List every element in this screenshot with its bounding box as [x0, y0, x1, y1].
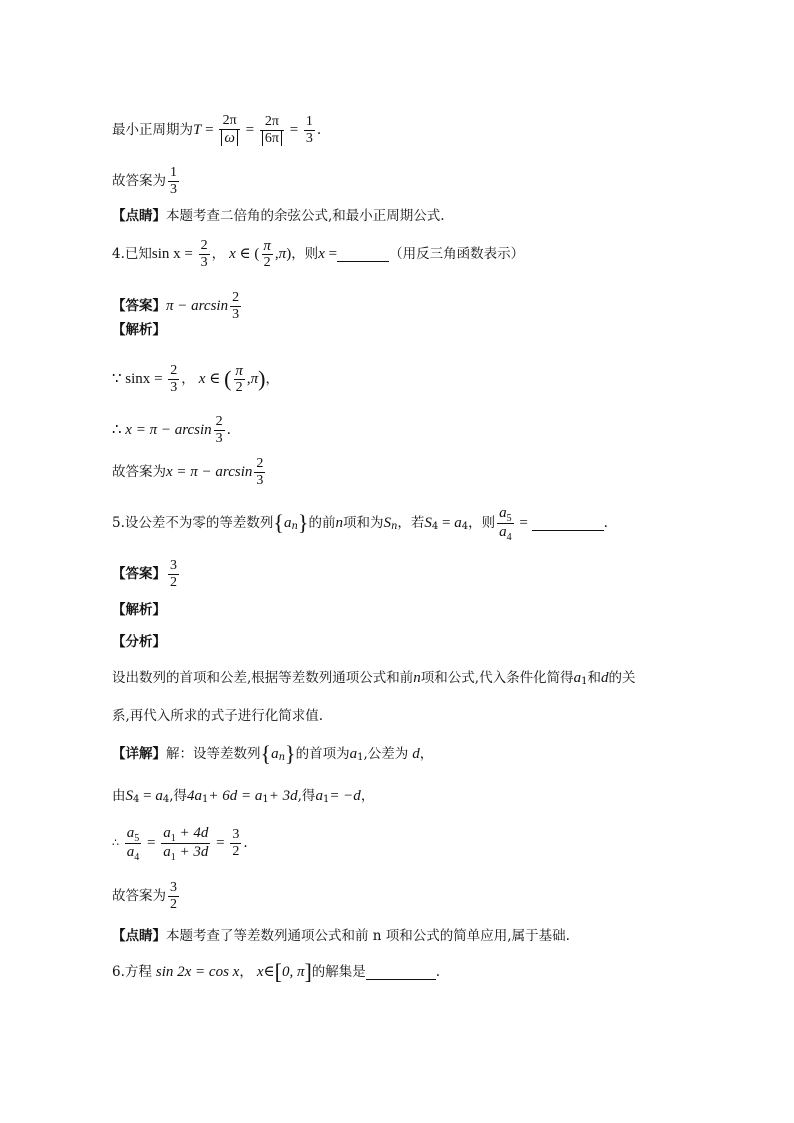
fraction: $\frac{3}{2}$ — [170, 557, 177, 590]
comment-tag: 【点睛】 — [112, 208, 166, 224]
fraction: $\frac{1}{3}$ — [170, 164, 177, 197]
fraction: $\frac{\pi}{2}$ — [263, 237, 271, 270]
analysis-tag: 【解析】 — [112, 322, 166, 338]
fraction: $\frac{a_5}{a_4}$ — [499, 504, 512, 543]
paragraph-text: 的首项为 — [295, 746, 350, 762]
answer-line — [112, 162, 181, 200]
fraction: $\frac{2\pi}{6\pi}$ — [260, 114, 284, 147]
question-text: 的前 — [308, 515, 336, 531]
solution-step: ∵ sinx = $\frac{2}{3}$ ， x ∈ ( $\frac{\pi}{2}$ , π ) ， — [112, 362, 279, 395]
question-text: ，则 — [291, 246, 319, 262]
question-text: ，若 — [397, 515, 425, 531]
period-line: 最小正周期为 T = $\frac{2\pi}{\omega}$ = $\frac{2\pi}{6\pi}$ = $\frac{1}{3}$ . — [112, 113, 322, 146]
math: ∴ — [112, 422, 122, 438]
question-number: 4. — [112, 246, 125, 262]
fraction: $\frac{2}{3}$ — [215, 413, 223, 446]
solution-step: ∴ x = π − arcsin $\frac{2}{3}$ . — [112, 413, 231, 446]
math: a — [349, 746, 358, 762]
question-text: ，则 — [468, 515, 496, 531]
question-number: 5. — [112, 515, 125, 531]
math: π − arcsin — [166, 298, 229, 314]
question-6: 6. 方程 sin 2x = cos x ， x ∈ [ 0, π ] 的解集是 . — [112, 959, 441, 984]
analysis-tag-line — [112, 600, 166, 620]
math: n — [335, 515, 343, 531]
fraction: $\frac{\pi}{2}$ — [235, 362, 243, 395]
analysis-paragraph — [112, 706, 323, 726]
math: π — [250, 371, 259, 387]
math: S — [383, 515, 391, 531]
comment-line — [112, 926, 570, 946]
question-text: 项和为 — [342, 515, 384, 531]
answer-text: 故答案为 — [112, 464, 166, 480]
detail-tag: 【详解】 — [112, 746, 166, 762]
math: d — [412, 746, 420, 762]
answer-blank — [532, 516, 604, 531]
detail-line: 【详解】 解：设等差数列 { a n } 的首项为 a 1 ,公差为 d ， — [112, 741, 434, 766]
question-text: 设公差不为零的等差数列 — [124, 515, 274, 531]
math: S — [125, 788, 133, 804]
math: x — [198, 371, 206, 387]
math: a — [315, 788, 323, 804]
math: x — [229, 246, 236, 262]
math: a — [454, 515, 462, 531]
math: 4a — [187, 788, 203, 804]
question-number: 6. — [112, 964, 125, 980]
period-symbol: T — [193, 122, 202, 138]
math: S — [424, 515, 432, 531]
paragraph-text: 系,再代入所求的式子进行化简求值. — [112, 708, 324, 724]
analysis-sub-tag-line — [112, 632, 166, 652]
math: a — [271, 746, 279, 762]
question-text: 已知 — [124, 246, 152, 262]
math: d — [600, 670, 609, 686]
math: + 6d = a — [208, 788, 263, 804]
paragraph-text: ,得 — [169, 788, 188, 804]
answer-line — [112, 876, 181, 916]
math: sin x — [151, 246, 181, 262]
paragraph-text: 由 — [112, 788, 126, 804]
fraction: $\frac{2}{3}$ — [200, 237, 208, 270]
question-text: 的解集是 — [311, 964, 366, 980]
equation-line: ∴ $\frac{a_5}{a_4}$ = $\frac{a_1 + 4d}{a_1 + 3d}$ = $\frac{3}{2}$ . — [112, 824, 248, 863]
comment-text: 本题考查二倍角的余弦公式,和最小正周期公式. — [166, 208, 445, 224]
math: + 3d — [268, 788, 298, 804]
fraction: $\frac{2}{3}$ — [232, 289, 240, 322]
question-4: 4. 已知 sin x = $\frac{2}{3}$ ， x ∈ ( $\frac{\pi}{2}$ , π ) ，则 x = （用反三角函数表示） — [112, 237, 525, 270]
answer-5 — [112, 554, 181, 594]
analysis-tag-line — [112, 320, 166, 340]
fraction: $\frac{1}{3}$ — [305, 113, 313, 146]
answer-tag: 【答案】 — [112, 298, 166, 314]
math: π — [278, 246, 287, 262]
math: a — [573, 670, 582, 686]
math: x = π − arcsin — [125, 422, 212, 438]
answer-blank — [366, 965, 436, 980]
math: = −d — [329, 788, 361, 804]
math: x — [318, 246, 325, 262]
math: sinx — [125, 371, 151, 387]
question-text: 方程 — [124, 964, 152, 980]
answer-tag: 【答案】 — [112, 566, 166, 582]
math: a — [283, 515, 292, 531]
paragraph-text: ,得 — [297, 788, 316, 804]
math: x = π − arcsin — [166, 464, 253, 480]
math: 0, π — [281, 964, 305, 980]
analysis-tag: 【解析】 — [112, 602, 166, 618]
math: ∴ — [112, 837, 119, 849]
paragraph-text: 和 — [587, 670, 601, 686]
math: n — [413, 670, 421, 686]
fraction: $\frac{3}{2}$ — [232, 826, 240, 859]
paragraph-text: 解：设等差数列 — [166, 746, 261, 762]
math: ∈ — [239, 246, 251, 262]
analysis-paragraph: 设出数列的首项和公差,根据等差数列通项公式和前 n 项和公式,代入条件化简得 a 1 和 d 的关 — [112, 670, 636, 687]
fraction: $\frac{2}{3}$ — [256, 455, 264, 488]
question-hint: （用反三角函数表示） — [389, 246, 525, 262]
fraction: $\frac{3}{2}$ — [170, 879, 177, 912]
math: ∵ — [112, 371, 122, 387]
answer-blank — [337, 247, 389, 262]
comment-line — [112, 206, 445, 226]
fraction: $\frac{2}{3}$ — [170, 362, 178, 395]
math: sin 2x = cos x — [155, 964, 240, 980]
paragraph-text: 设出数列的首项和公差,根据等差数列通项公式和前 — [112, 670, 414, 686]
math: ∈ — [263, 964, 275, 980]
fraction: $\frac{a_1 + 4d}{a_1 + 3d}$ — [163, 824, 209, 863]
paragraph-text: ,公差为 — [363, 746, 409, 762]
period-text: 最小正周期为 — [112, 122, 193, 138]
equation-line: 由 S 4 = a 4 ,得 4a 1 + 6d = a 1 + 3d ,得 a 1 = −d ， — [112, 788, 375, 805]
math: a — [155, 788, 163, 804]
math: x — [256, 964, 264, 980]
question-5: 5. 设公差不为零的等差数列 { a n } 的前 n 项和为 S n ，若 S 4 = a 4 ，则 $\frac{a_5}{a_4}$ = . — [112, 504, 608, 543]
paragraph-text: 的关 — [608, 670, 636, 686]
answer-text: 故答案为 — [112, 888, 166, 904]
answer-line — [112, 452, 267, 492]
analysis-sub-tag: 【分析】 — [112, 634, 166, 650]
comment-text: 本题考查了等差数列通项公式和前 n 项和公式的简单应用,属于基础. — [166, 928, 570, 944]
fraction: $\frac{a_5}{a_4}$ — [126, 824, 140, 863]
comment-tag: 【点睛】 — [112, 928, 166, 944]
fraction: $\frac{2\pi}{\omega}$ — [219, 113, 240, 147]
paragraph-text: 项和公式,代入条件化简得 — [420, 670, 574, 686]
answer-text: 故答案为 — [112, 173, 166, 189]
